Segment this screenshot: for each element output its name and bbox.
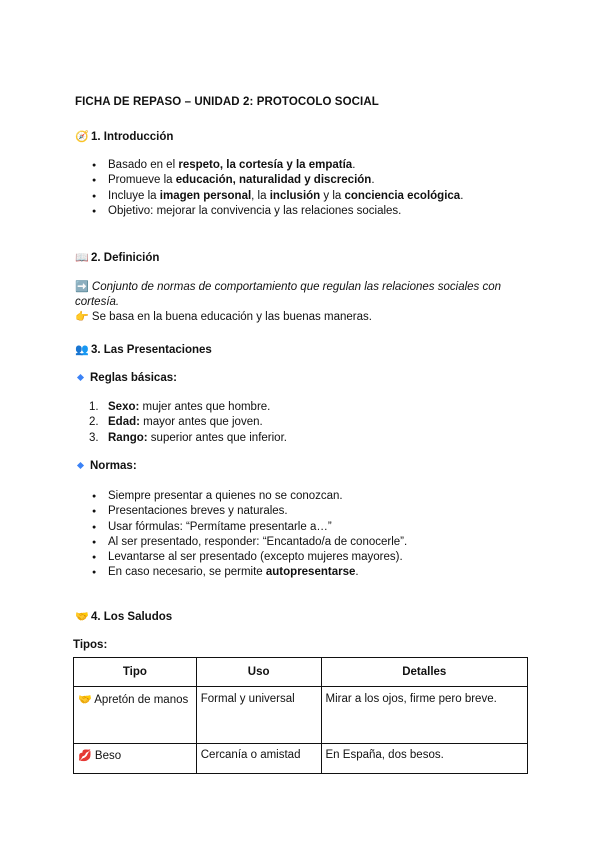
- table-cell: En España, dos besos.: [321, 744, 527, 774]
- handshake-icon: 🤝: [78, 694, 92, 706]
- list-item: ● Presentaciones breves y naturales.: [92, 504, 407, 519]
- list-item: ● Objetivo: mejorar la convivencia y las relaciones sociales.: [92, 204, 463, 219]
- people-icon: 👥: [75, 344, 89, 356]
- list-item: ● Al ser presentado, responder: “Encantado/a de conocerle”.: [92, 535, 407, 550]
- table-cell: Formal y universal: [196, 687, 321, 744]
- table-row: [74, 744, 528, 774]
- book-icon: 📖: [75, 252, 89, 264]
- column-header: Tipo: [74, 658, 197, 687]
- table-cell: 💋 Beso: [74, 744, 197, 774]
- table-row: [74, 687, 528, 744]
- list-item: 1. Sexo: mujer antes que hombre.: [89, 401, 271, 413]
- handshake-icon: 🤝: [75, 611, 89, 623]
- section-heading-saludos: 🤝 4. Los Saludos: [75, 611, 173, 623]
- definition-text: ➡️ Conjunto de normas de comportamiento que regulan las relaciones sociales con cortesía.: [75, 281, 502, 308]
- greetings-table: [73, 657, 528, 774]
- table-cell: Cercanía o amistad: [196, 744, 321, 774]
- intro-list: [92, 158, 463, 219]
- list-item: 2. Edad: mayor antes que joven.: [89, 416, 263, 429]
- norms-list: [92, 489, 407, 581]
- list-item: 3. Rango: superior antes que inferior.: [89, 431, 287, 444]
- section-heading-introduccion: 🧭 1. Introducción: [75, 131, 174, 143]
- list-item: ● Usar fórmulas: “Permítame presentarle a…”: [92, 520, 407, 535]
- subheading-reglas: Reglas básicas:: [75, 372, 177, 384]
- list-item: ● Basado en el respeto, la cortesía y la empatía.: [92, 158, 463, 173]
- arrow-right-icon: ➡️: [75, 281, 89, 293]
- diamond-icon: [77, 462, 84, 469]
- compass-icon: 🧭: [75, 131, 89, 143]
- list-item: ● Incluye la imagen personal, la inclusión y la conciencia ecológica.: [92, 189, 463, 204]
- definition-note: 👉 Se basa en la buena educación y las buenas maneras.: [75, 311, 372, 323]
- subheading-normas: Normas:: [75, 460, 137, 472]
- column-header: Uso: [196, 658, 321, 687]
- table-cell: 🤝 Apretón de manos: [74, 687, 197, 744]
- section-heading-presentaciones: 👥 3. Las Presentaciones: [75, 344, 212, 356]
- types-label: Tipos:: [73, 639, 108, 651]
- list-item: ● Promueve la educación, naturalidad y discreción.: [92, 173, 463, 188]
- kiss-icon: 💋: [78, 750, 92, 762]
- table-cell: Mirar a los ojos, firme pero breve.: [321, 687, 527, 744]
- table-header-row: [74, 658, 528, 687]
- section-heading-definicion: 📖 2. Definición: [75, 252, 160, 264]
- list-item: ● Siempre presentar a quienes no se conozcan.: [92, 489, 407, 504]
- page-title: FICHA DE REPASO – UNIDAD 2: PROTOCOLO SOCIAL: [75, 96, 379, 108]
- rules-list: [89, 400, 287, 446]
- column-header: Detalles: [321, 658, 527, 687]
- pointing-hand-icon: 👉: [75, 311, 89, 323]
- list-item: ● En caso necesario, se permite autopresentarse.: [92, 565, 407, 580]
- list-item: ● Levantarse al ser presentado (excepto mujeres mayores).: [92, 550, 407, 565]
- diamond-icon: [77, 374, 84, 381]
